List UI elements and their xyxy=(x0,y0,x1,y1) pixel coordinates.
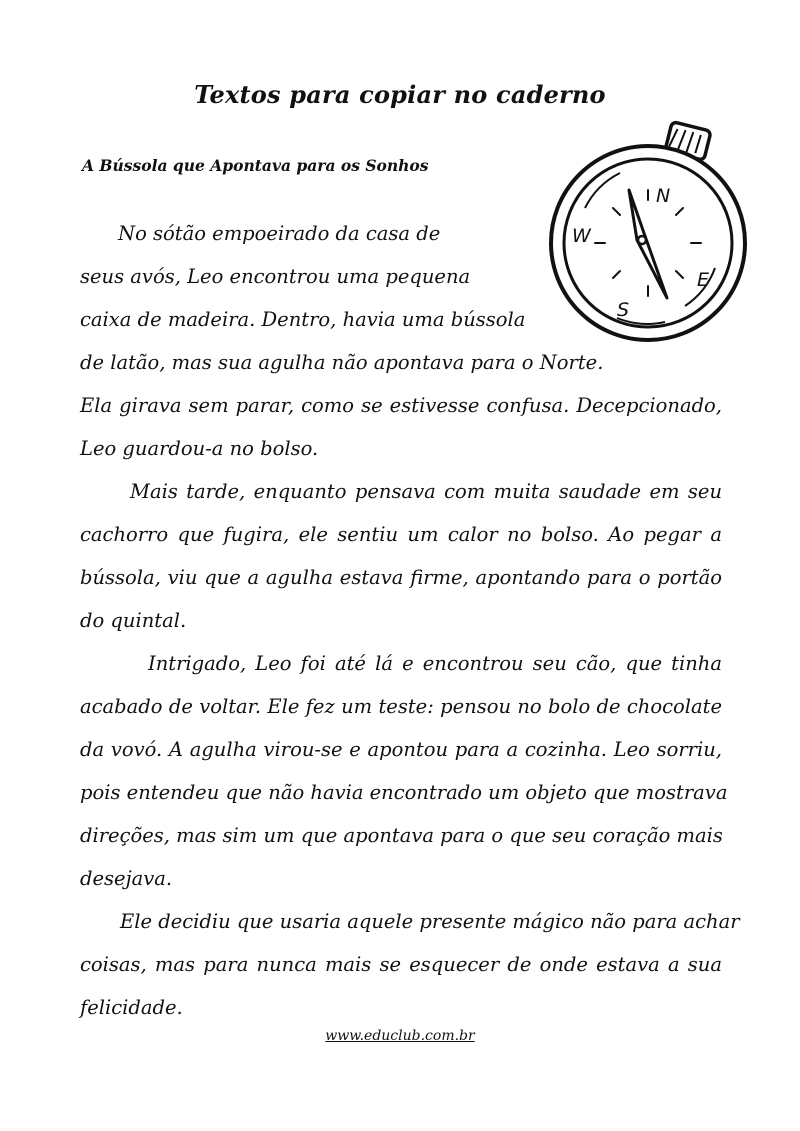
story-line: de latão, mas sua agulha não apontava para o Norte. xyxy=(80,351,604,374)
story-line: coisas, mas para nunca mais se esquecer de onde estava a sua xyxy=(80,953,722,976)
compass-letter-e: E xyxy=(697,269,710,291)
story-line: Mais tarde, enquanto pensava com muita saudade em seu xyxy=(130,480,722,503)
story-line: seus avós, Leo encontrou uma pequena xyxy=(80,265,471,288)
story-line: Intrigado, Leo foi até lá e encontrou seu cão, que tinha xyxy=(148,652,722,675)
compass-letter-s: S xyxy=(617,299,630,321)
compass-illustration xyxy=(545,118,755,343)
story-title: A Bússola que Apontava para os Sonhos xyxy=(82,156,429,175)
story-line: felicidade. xyxy=(80,996,183,1019)
compass-letter-w: W xyxy=(572,225,591,247)
story-line: desejava. xyxy=(80,867,173,890)
page-title: Textos para copiar no caderno xyxy=(194,80,606,109)
story-line: direções, mas sim um que apontava para o que seu coração mais xyxy=(80,824,723,847)
story-line: Ele decidiu que usaria aquele presente mágico não para achar xyxy=(120,910,740,933)
story-line: cachorro que fugira, ele sentiu um calor no bolso. Ao pegar a xyxy=(80,523,722,546)
story-line: bússola, viu que a agulha estava firme, apontando para o portão xyxy=(80,566,722,589)
story-line: pois entendeu que não havia encontrado um objeto que mostrava xyxy=(80,781,728,804)
story-line: Leo guardou-a no bolso. xyxy=(80,437,319,460)
story-line: No sótão empoeirado da casa de xyxy=(118,222,441,245)
footer-website: www.educlub.com.br xyxy=(325,1028,475,1044)
story-line: da vovó. A agulha virou-se e apontou para a cozinha. Leo sorriu, xyxy=(80,738,722,761)
story-line: Ela girava sem parar, como se estivesse confusa. Decepcionado, xyxy=(80,394,722,417)
compass-letter-n: N xyxy=(656,185,671,207)
story-line: acabado de voltar. Ele fez um teste: pensou no bolo de chocolate xyxy=(80,695,722,718)
story-line: caixa de madeira. Dentro, havia uma bússola xyxy=(80,308,526,331)
story-line: do quintal. xyxy=(80,609,187,632)
